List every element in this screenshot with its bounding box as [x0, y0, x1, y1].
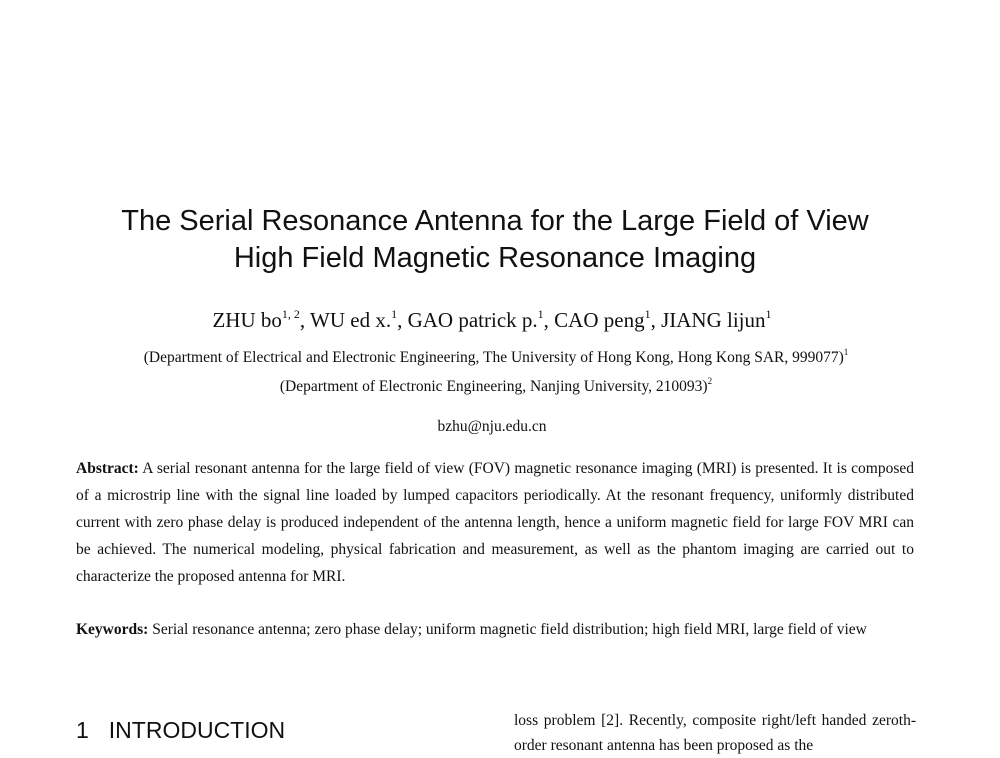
author-affiliation-mark: 1	[765, 307, 772, 321]
author-name: WU ed x.	[310, 308, 392, 332]
abstract-label: Abstract:	[76, 460, 139, 477]
contact-email: bzhu@nju.edu.cn	[437, 418, 547, 435]
section-heading	[76, 715, 285, 745]
paper-title	[0, 203, 990, 277]
author-separator: ,	[650, 308, 662, 332]
author-name: ZHU bo	[212, 308, 282, 332]
title-line-2: High Field Magnetic Resonance Imaging	[233, 242, 757, 274]
keywords-label: Keywords:	[76, 621, 149, 638]
author-separator: ,	[397, 308, 408, 332]
author-name: CAO peng	[554, 308, 645, 332]
author-separator: ,	[543, 308, 555, 332]
affiliation-text: (Department of Electrical and Electronic Engineering, The University of Hong Kong, Hong Kong SAR, 999077)	[143, 349, 844, 366]
section-title: INTRODUCTION	[108, 717, 286, 743]
affiliation-mark: 2	[707, 376, 713, 386]
author-name: JIANG lijun	[661, 308, 766, 332]
affiliation-text: (Department of Electronic Engineering, Nanjing University, 210093)	[279, 378, 708, 395]
author-affiliation-mark: 1	[537, 307, 544, 321]
author-name: GAO patrick p.	[407, 308, 538, 332]
keywords	[76, 616, 914, 643]
author-affiliation-mark: 1	[391, 307, 398, 321]
affiliation-mark: 1	[843, 347, 849, 357]
abstract-text: A serial resonant antenna for the large field of view (FOV) magnetic resonance imaging (MRI) is presented. It is composed of a microstrip line with the signal line loaded by lumped capacitors periodically. At the resonant frequency, uniformly distributed current with zero phase delay is produced independent of the antenna length, hence a uniform magnetic field for large FOV MRI can be achieved. The numerical modeling, physical fabrication and measurement, as well as the phantom imaging are carried out to characterize the proposed antenna for MRI.	[76, 460, 914, 585]
title-line-1: The Serial Resonance Antenna for the Large Field of View	[121, 205, 869, 237]
author-list	[0, 307, 984, 333]
author-separator: ,	[299, 308, 311, 332]
abstract	[76, 455, 914, 590]
keywords-text: Serial resonance antenna; zero phase delay; uniform magnetic field distribution; high field MRI, large field of view	[152, 621, 867, 638]
author-affiliation-mark: 1	[644, 307, 651, 321]
right-column-text: loss problem [2]. Recently, composite right/left handed zeroth-order resonant antenna has been proposed as the	[514, 712, 916, 754]
author-affiliation-mark: 1, 2	[281, 307, 300, 321]
affiliation-1	[0, 348, 992, 368]
section-number: 1	[76, 717, 89, 743]
affiliation-2	[0, 377, 992, 397]
